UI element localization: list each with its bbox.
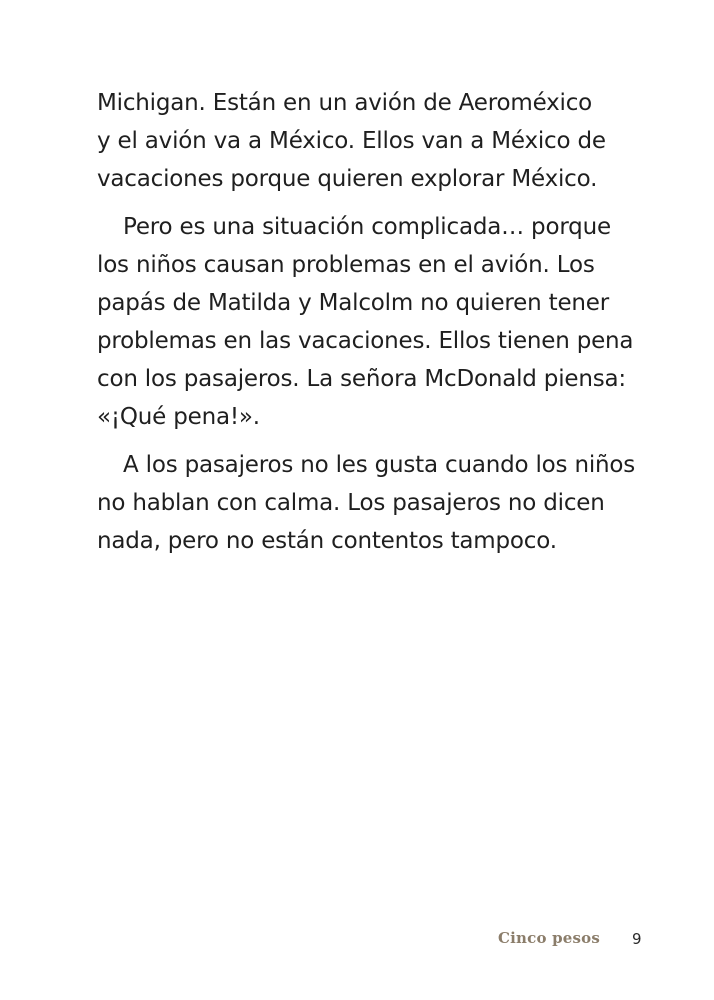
text-line: papás de Matilda y Malcolm no quieren tener <box>97 290 609 316</box>
text-line: Pero es una situación complicada… porque <box>123 214 611 240</box>
text-line: A los pasajeros no les gusta cuando los niños <box>123 452 636 478</box>
text-line: problemas en las vacaciones. Ellos tienen pena <box>97 328 634 354</box>
paragraph-1 <box>97 84 657 198</box>
paragraph-3 <box>97 446 657 560</box>
text-line: con los pasajeros. La señora McDonald piensa: <box>97 366 626 392</box>
paragraph-2 <box>97 208 657 436</box>
running-title: Cinco pesos <box>498 929 601 947</box>
text-line: no hablan con calma. Los pasajeros no dicen <box>97 490 605 516</box>
page-number: 9 <box>632 930 642 948</box>
text-line: «¡Qué pena!». <box>97 404 260 430</box>
text-line: los niños causan problemas en el avión. Los <box>97 252 595 278</box>
text-line: Michigan. Están en un avión de Aeroméxico <box>97 90 593 116</box>
text-line: nada, pero no están contentos tampoco. <box>97 528 557 554</box>
page-body <box>97 84 657 570</box>
page-footer <box>0 929 714 953</box>
text-line: y el avión va a México. Ellos van a México de <box>97 128 606 154</box>
text-line: vacaciones porque quieren explorar México. <box>97 166 598 192</box>
